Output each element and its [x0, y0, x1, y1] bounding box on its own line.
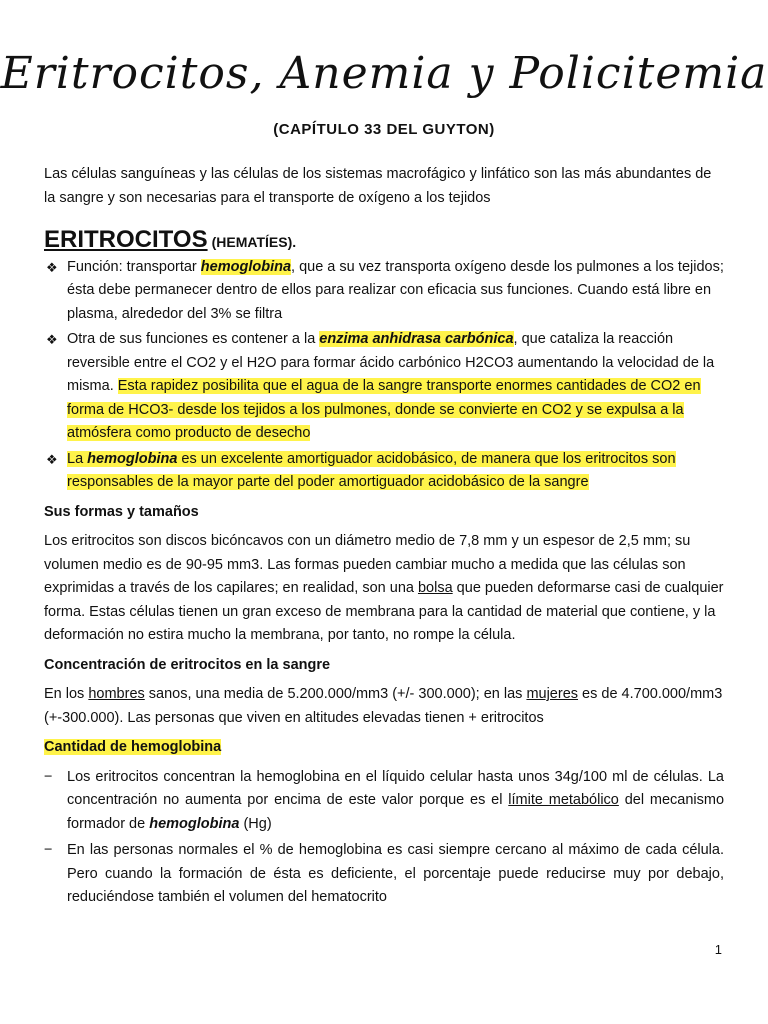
- function-bullet-list: [44, 256, 724, 495]
- dash-bullet-icon: −: [44, 842, 53, 858]
- highlighted-term: hemoglobina: [200, 258, 292, 275]
- page-number: 1: [714, 942, 722, 957]
- paragraph-text: En los: [44, 686, 89, 702]
- list-item: [44, 766, 724, 837]
- formas-paragraph: [44, 530, 724, 648]
- bullet-text: Otra de sus funciones es contener a la: [67, 331, 320, 347]
- formas-heading: Sus formas y tamaños: [44, 503, 199, 520]
- item-text: Los eritrocitos concentran la hemoglobina en el líquido celular hasta unos 34g/100 ml de células. La concentración no aumenta por encima de este valor porque es el: [67, 768, 724, 808]
- concentracion-paragraph: [44, 683, 724, 730]
- paragraph-text: es de 4.700.000/mm3 (+-300.000). Las personas que viven en altitudes elevadas tienen + eritrocitos: [44, 686, 723, 726]
- underlined-term: mujeres: [526, 686, 579, 702]
- list-item: [44, 448, 724, 495]
- list-item: [44, 839, 724, 910]
- concentracion-heading: Concentración de eritrocitos en la sangre: [44, 656, 331, 673]
- section-heading-main: ERITROCITOS: [44, 226, 208, 253]
- bullet-text: es un excelente amortiguador acidobásico, de manera que los eritrocitos son responsables de la mayor parte del poder amortiguador acidobásico de la sangre: [67, 450, 676, 490]
- section-heading: [44, 228, 724, 256]
- underlined-term: hombres: [88, 686, 145, 702]
- bullet-text: Función: transportar: [67, 258, 201, 275]
- bullet-text: , que a su vez transporta oxígeno desde los pulmones a los tejidos; ésta debe permanecer dentro de ellos para realizar con eficacia sus funciones. Cuando está libre en plasma, alrededor del 3% se filtra: [67, 258, 724, 322]
- diamond-bullet-icon: ❖: [46, 259, 58, 275]
- intro-paragraph: Las células sanguíneas y las células de los sistemas macrofágico y linfático son las más abundantes de la sangre y son necesarias para el transporte de oxígeno a los tejidos: [44, 166, 712, 206]
- dash-bullet-icon: −: [44, 768, 53, 785]
- item-text: del mecanismo formador de: [67, 792, 725, 832]
- paragraph-text: que pueden deformarse casi de cualquier forma. Estas células tienen un gran exceso de membrana para la cantidad de material que contiene, y la deformación no estira mucho la membrana, por tanto, no rompe la célula.: [44, 580, 724, 643]
- list-item: [44, 256, 724, 327]
- item-text: (Hg): [239, 815, 272, 832]
- page-subtitle: (CAPÍTULO 33 DEL GUYTON): [273, 121, 495, 138]
- section-heading-dot: .: [292, 234, 297, 250]
- paragraph-text: Los eritrocitos son discos bicóncavos con un diámetro medio de 7,8 mm y un espesor de 2,5 mm; su volumen medio es de 90-95 mm3. Las formas pueden cambiar mucho a medida que las células son exprimidas a través de los capilares; en realidad, son una: [44, 533, 691, 596]
- highlighted-heading: Cantidad de hemoglobina: [44, 739, 222, 755]
- highlighted-sentence: Esta rapidez posibilita que el agua de la sangre transporte enormes cantidades de CO2 en forma de HCO3- desde los tejidos a los pulmones, donde se convierte en CO2 y se expulsa a la atmósfera como producto de desecho: [67, 378, 701, 441]
- underlined-term: límite metabólico: [508, 792, 619, 808]
- bullet-text: , que cataliza la reacción reversible entre el CO2 y el H2O para formar ácido carbónico H2CO3 aumentando la velocidad de la misma.: [67, 331, 715, 394]
- section-heading-suffix: (HEMATÍES): [211, 234, 293, 250]
- item-text: En las personas normales el % de hemoglobina es casi siempre cercano al máximo de cada célula. Pero cuando la formación de ésta es deficiente, el porcentaje puede reducirse muy por debajo, reduciéndose también el volumen del hematocrito: [67, 842, 724, 905]
- list-item: [44, 328, 724, 446]
- page-title: Eritrocitos, Anemia y Policitemia: [0, 48, 768, 99]
- document-body: [44, 163, 724, 913]
- diamond-bullet-icon: ❖: [46, 451, 58, 467]
- cantidad-dash-list: [44, 766, 724, 910]
- diamond-bullet-icon: ❖: [46, 332, 58, 347]
- bullet-text: La: [67, 450, 88, 467]
- underlined-term: bolsa: [417, 580, 453, 596]
- highlighted-term: hemoglobina: [87, 450, 178, 467]
- paragraph-text: sanos, una media de 5.200.000/mm3 (+/- 300.000); en las: [144, 686, 527, 702]
- bold-italic-term: hemoglobina: [149, 815, 240, 832]
- cantidad-heading: [44, 736, 724, 760]
- highlighted-term: enzima anhidrasa carbónica: [319, 331, 514, 347]
